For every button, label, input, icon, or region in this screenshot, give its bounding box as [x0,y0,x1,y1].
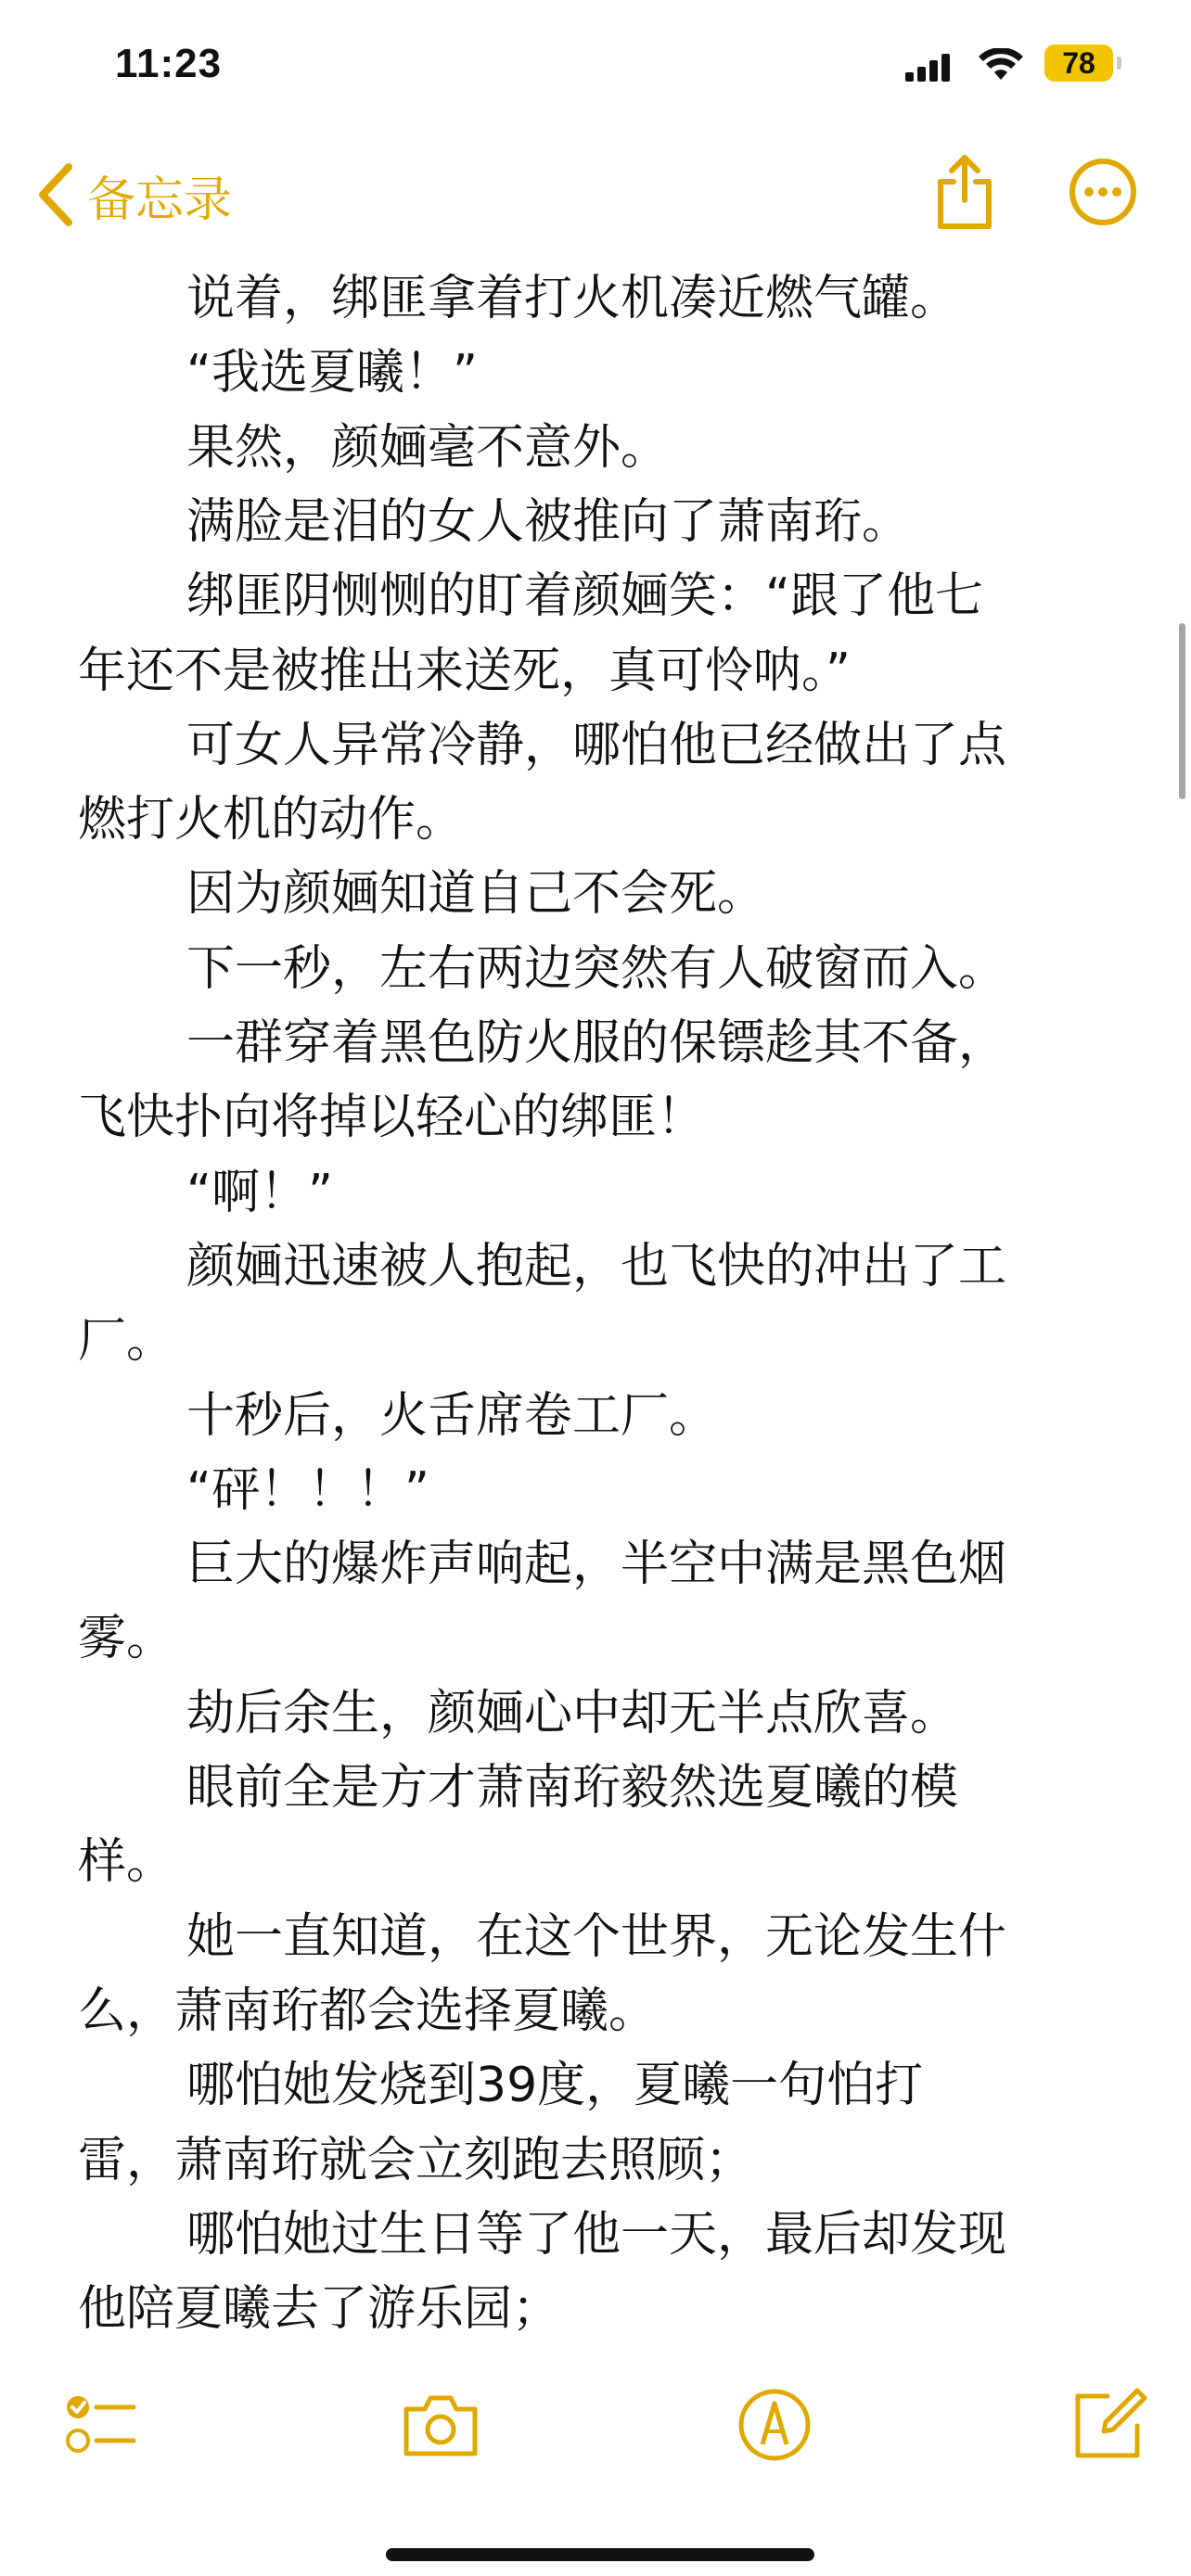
note-line: 年还不是被推出来送死，真可怜呐。” [78,643,851,699]
cellular-signal-icon [905,54,954,82]
note-line: 雷，萧南珩就会立刻跑去照顾； [78,2132,754,2188]
note-line: 雾。 [78,1611,175,1667]
note-line: 样。 [78,1834,175,1891]
note-line: 十秒后，火舌席卷工厂。 [186,1387,718,1444]
status-time: 11:23 [115,41,223,86]
note-line: 燃打火机的动作。 [78,792,465,848]
note-line: 她一直知道，在这个世界，无论发生什 [186,1908,1007,1965]
note-line: 下一秒，左右两边突然有人破窗而入。 [186,940,1007,997]
note-line: 巨大的爆炸声响起，半空中满是黑色烟 [186,1537,1007,1593]
note-line: 厂。 [78,1313,175,1370]
note-line: 满脸是泪的女人被推向了萧南珩。 [186,493,911,550]
battery-cap [1117,57,1121,70]
note-line: 劫后余生，颜婳心中却无半点欣喜。 [186,1685,959,1741]
note-line: 可女人异常冷静，哪怕他已经做出了点 [186,717,1007,773]
note-line: 果然，颜婳毫不意外。 [186,419,670,476]
scroll-indicator[interactable] [1179,623,1185,799]
share-icon[interactable] [931,148,998,232]
bottom-toolbar [0,2374,1191,2494]
note-text-area[interactable] [0,260,1191,2337]
note-line: 颜婳迅速被人抱起，也飞快的冲出了工 [186,1238,1007,1294]
battery-indicator [1044,45,1113,82]
note-line: 么，萧南珩都会选择夏曦。 [78,1983,658,2039]
back-button-label: 备忘录 [87,172,233,228]
note-line: 哪怕她过生日等了他一天，最后却发现 [186,2206,1007,2263]
ellipsis-circle-icon[interactable] [1069,158,1137,226]
status-bar [0,0,1191,139]
checklist-icon[interactable] [58,2383,141,2467]
note-line: 因为颜婳知道自己不会死。 [186,866,766,923]
note-line: “砰！！！” [186,1461,429,1518]
chevron-left-icon [35,159,76,230]
compose-icon[interactable] [1067,2383,1150,2467]
note-line: 绑匪阴恻恻的盯着颜婳笑：“跟了他七 [186,568,983,625]
note-line: 眼前全是方才萧南珩毅然选夏曦的模 [186,1760,959,1816]
home-indicator[interactable] [386,2548,814,2561]
navigation-bar [0,139,1191,250]
back-button[interactable] [35,159,232,230]
note-line: 飞快扑向将掉以轻心的绑匪！ [78,1090,706,1146]
battery-level: 78 [1062,45,1095,80]
markup-pen-icon[interactable] [733,2383,816,2467]
note-line: 说着，绑匪拿着打火机凑近燃气罐。 [186,271,959,326]
note-line: “啊！” [186,1164,333,1220]
note-line: 一群穿着黑色防火服的保镖趁其不备， [186,1015,1007,1071]
wifi-icon [978,48,1024,82]
note-line: 哪怕她发烧到39度，夏曦一句怕打 [186,2058,924,2114]
camera-icon[interactable] [399,2383,482,2467]
note-line: “我选夏曦！” [186,345,478,402]
note-line: 他陪夏曦去了游乐园； [78,2281,561,2337]
